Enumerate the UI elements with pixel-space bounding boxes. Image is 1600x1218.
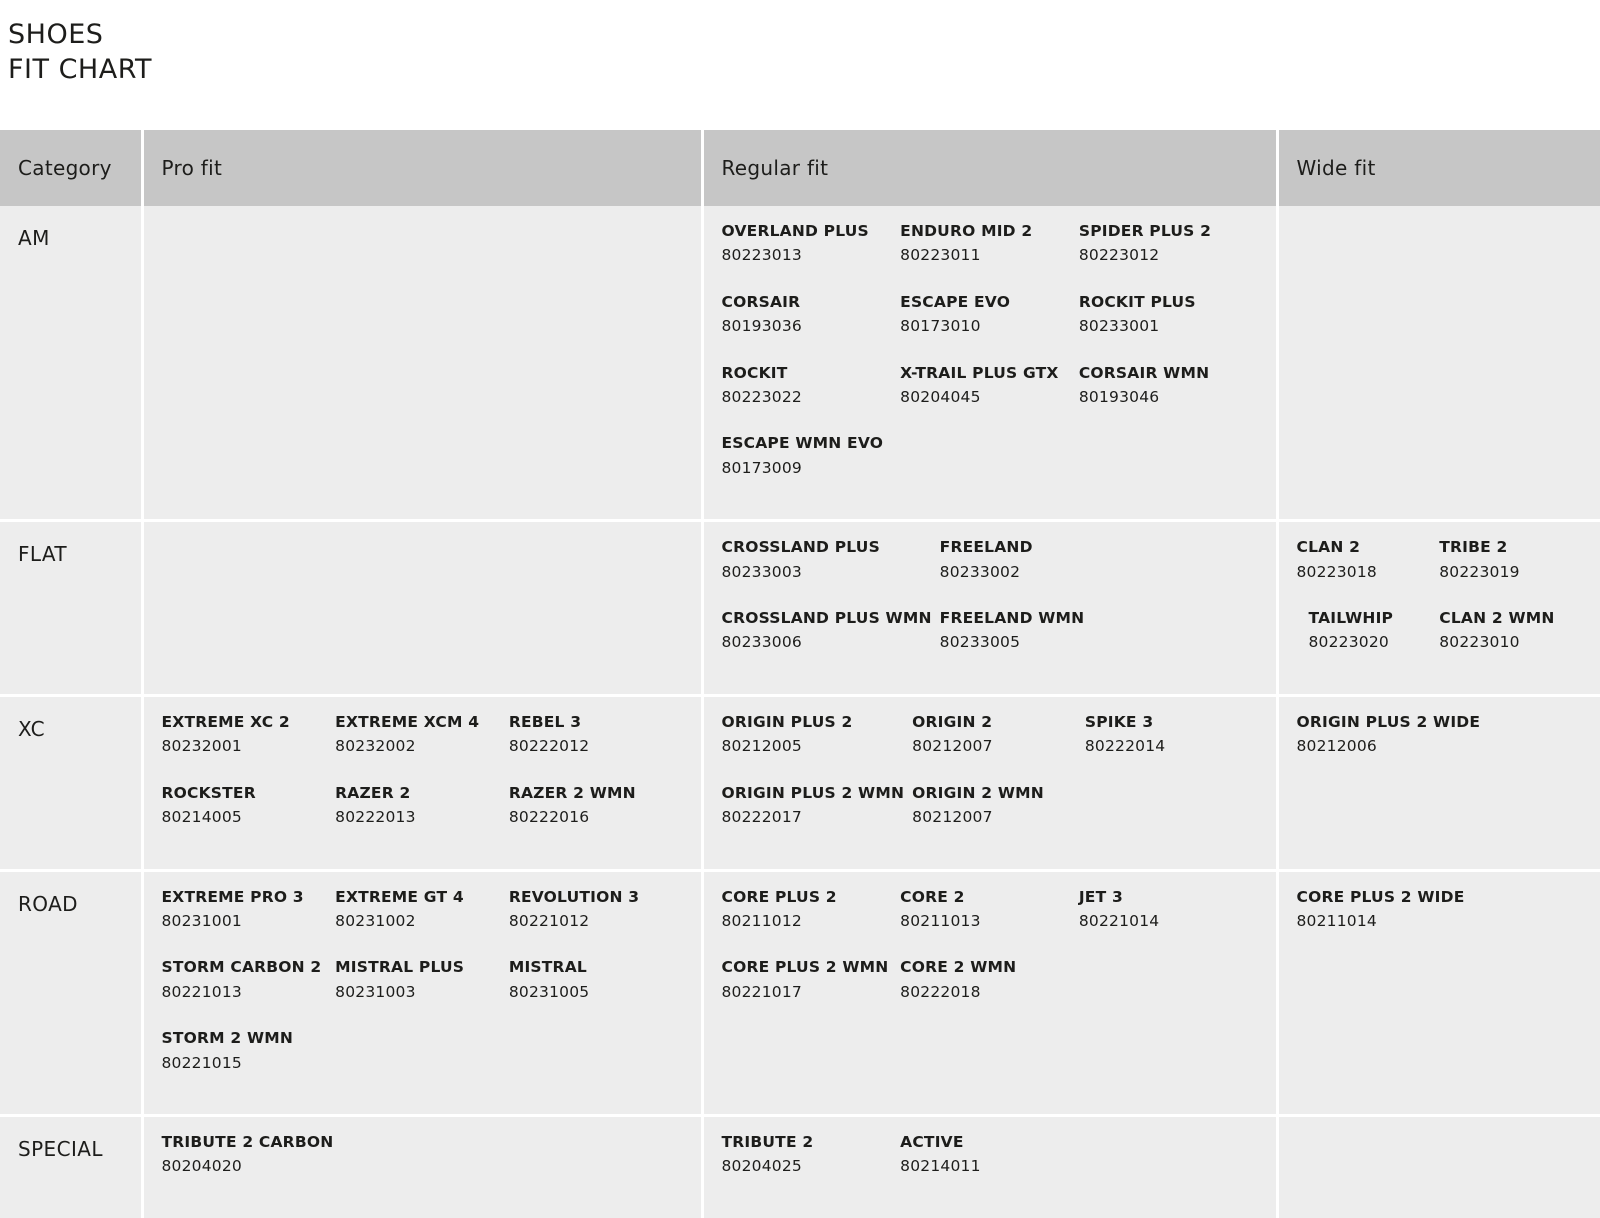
- list-item: MISTRAL 80231005: [508, 958, 590, 1001]
- cell-wide-road: [1277, 870, 1600, 1115]
- cell-regular-am: [702, 206, 1277, 521]
- cell-wide-flat: [1277, 521, 1600, 696]
- list-item: SPIKE 3 80222014: [1084, 712, 1166, 756]
- table-row: [0, 521, 1600, 696]
- title-line-1: SHOES: [8, 19, 104, 50]
- list-item: EXTREME GT 4 80231002: [335, 887, 464, 930]
- table-header: [0, 130, 1600, 206]
- list-item: CORE PLUS 2 WMN 80221017: [721, 958, 889, 1001]
- column-header-pro-fit: Pro fit: [142, 130, 702, 206]
- row-category-flat: FLAT: [0, 521, 142, 696]
- table-body: [0, 206, 1600, 1218]
- list-item: ROCKSTER 80214005: [161, 783, 256, 827]
- list-item: MISTRAL PLUS 80231003: [335, 958, 465, 1001]
- list-item: FREELAND WMN 80233005: [939, 609, 1085, 652]
- list-item: REBEL 3 80222012: [508, 712, 590, 756]
- list-item: SPIDER PLUS 2 80223012: [1078, 222, 1212, 265]
- fit-chart-table: [0, 130, 1600, 1218]
- list-item: STORM 2 WMN 80221015: [161, 1029, 294, 1072]
- list-item: ORIGIN PLUS 2 WMN 80222017: [721, 783, 905, 827]
- list-item: ROCKIT 80223022: [721, 363, 802, 406]
- list-item: ESCAPE EVO 80173010: [900, 292, 1011, 336]
- list-item: OVERLAND PLUS 80223013: [721, 222, 869, 265]
- list-item: ENDURO MID 2 80223011: [900, 222, 1033, 265]
- column-header-wide-fit: Wide fit: [1277, 130, 1600, 206]
- table-row: [0, 206, 1600, 521]
- cell-regular-xc: [702, 695, 1277, 870]
- cell-regular-road: [702, 870, 1277, 1115]
- list-item: TRIBE 2 80223019: [1439, 538, 1520, 581]
- list-item: EXTREME PRO 3 80231001: [161, 887, 304, 930]
- list-item: RAZER 2 80222013: [335, 783, 416, 827]
- list-item: ORIGIN 2 80212007: [912, 712, 993, 756]
- header-row: [0, 130, 1600, 206]
- list-item: CORE 2 80211013: [900, 887, 981, 930]
- list-item: CROSSLAND PLUS WMN 80233006: [721, 609, 932, 652]
- list-item: ACTIVE 80214011: [900, 1132, 981, 1176]
- list-item: CORE PLUS 2 80211012: [721, 887, 837, 930]
- list-item: X-TRAIL PLUS GTX 80204045: [900, 363, 1059, 406]
- list-item: TRIBUTE 2 80204025: [721, 1132, 814, 1176]
- list-item: CORSAIR 80193036: [721, 292, 802, 336]
- list-item: RAZER 2 WMN 80222016: [508, 783, 636, 827]
- list-item: TRIBUTE 2 CARBON 80204020: [161, 1132, 334, 1176]
- list-item: CORSAIR WMN 80193046: [1078, 363, 1210, 406]
- cell-pro-flat: [142, 521, 702, 696]
- page-title: [0, 0, 1600, 87]
- cell-pro-road: [142, 870, 702, 1115]
- table-row: [0, 870, 1600, 1115]
- list-item: STORM CARBON 2 80221013: [161, 958, 322, 1001]
- list-item: CLAN 2 80223018: [1296, 538, 1377, 581]
- list-item: TAILWHIP 80223020: [1308, 609, 1394, 652]
- cell-pro-am: [142, 206, 702, 521]
- list-item: REVOLUTION 3 80221012: [508, 887, 640, 930]
- list-item: CLAN 2 WMN 80223010: [1439, 609, 1555, 652]
- cell-pro-xc: [142, 695, 702, 870]
- cell-pro-special: [142, 1115, 702, 1217]
- list-item: ORIGIN PLUS 2 WIDE 80212006: [1296, 712, 1481, 756]
- fit-chart-table-wrapper: [0, 130, 1600, 1218]
- cell-regular-special: [702, 1115, 1277, 1217]
- row-category-special: SPECIAL: [0, 1115, 142, 1217]
- row-category-road: ROAD: [0, 870, 142, 1115]
- row-category-xc: XC: [0, 695, 142, 870]
- table-row: [0, 695, 1600, 870]
- list-item: ROCKIT PLUS 80233001: [1078, 292, 1196, 336]
- table-row: [0, 1115, 1600, 1217]
- list-item: EXTREME XC 2 80232001: [161, 712, 290, 756]
- list-item: JET 3 80221014: [1078, 887, 1160, 930]
- title-line-2: FIT CHART: [8, 53, 152, 85]
- list-item: CORE PLUS 2 WIDE 80211014: [1296, 887, 1465, 930]
- cell-regular-flat: [702, 521, 1277, 696]
- cell-wide-special: [1277, 1115, 1600, 1217]
- cell-wide-am: [1277, 206, 1600, 521]
- list-item: EXTREME XCM 4 80232002: [335, 712, 480, 756]
- list-item: ESCAPE WMN EVO 80173009: [721, 434, 884, 477]
- list-item: CORE 2 WMN 80222018: [900, 958, 1017, 1001]
- list-item: ORIGIN 2 WMN 80212007: [912, 783, 1044, 827]
- list-item: CROSSLAND PLUS 80233003: [721, 538, 880, 581]
- list-item: ORIGIN PLUS 2 80212005: [721, 712, 853, 756]
- cell-wide-xc: [1277, 695, 1600, 870]
- column-header-category: Category: [0, 130, 142, 206]
- row-category-am: AM: [0, 206, 142, 521]
- column-header-regular-fit: Regular fit: [702, 130, 1277, 206]
- list-item: FREELAND 80233002: [939, 538, 1033, 581]
